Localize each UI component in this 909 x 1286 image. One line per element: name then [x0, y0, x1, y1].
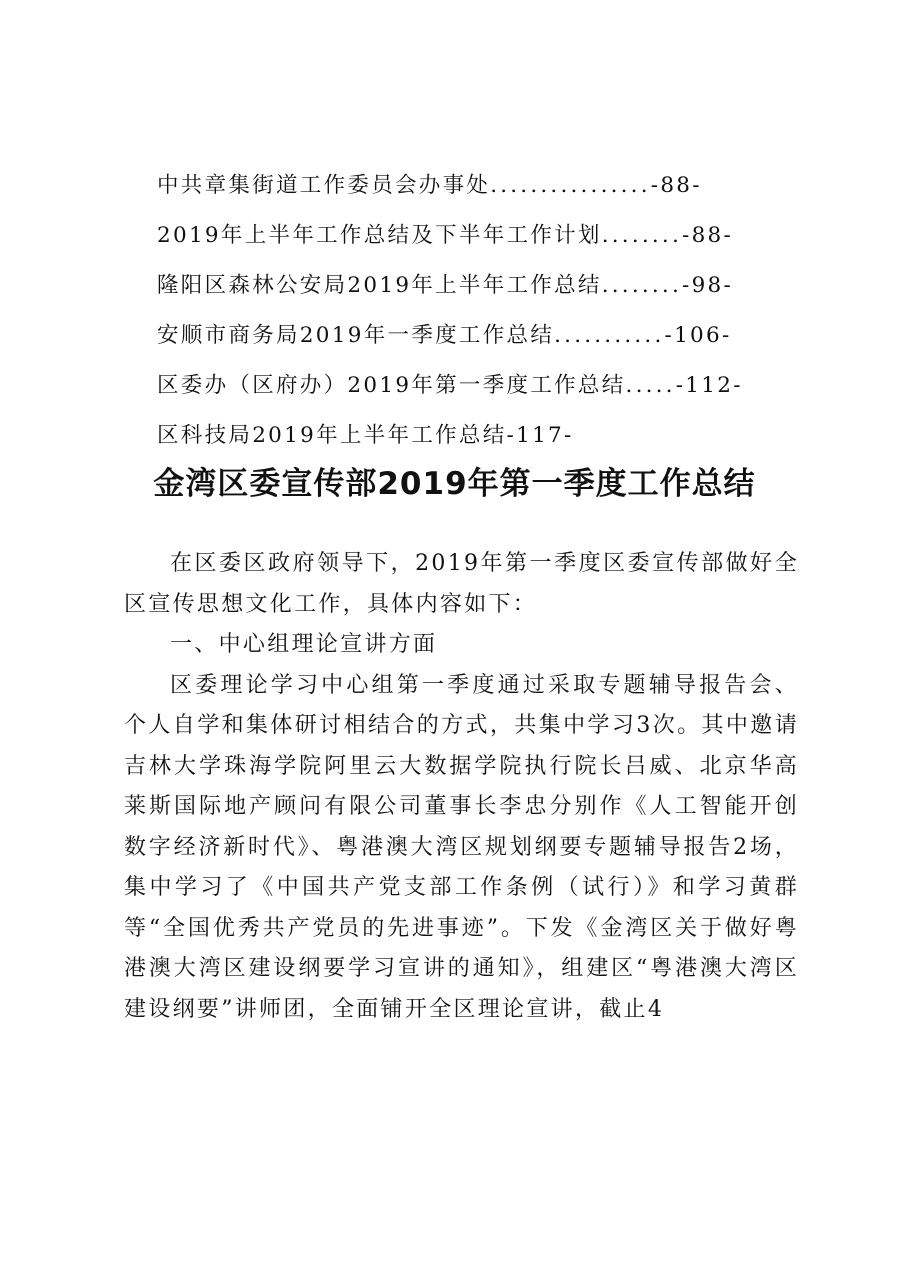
document-title: 金湾区委宣传部2019年第一季度工作总结 — [153, 466, 756, 502]
body-paragraph: 区委理论学习中心组第一季度通过采取专题辅导报告会、个人自学和集体研讨相结合的方式，共集中学习3次。其中邀请吉林大学珠海学院阿里云大数据学院执行院长吕威、北京华高莱斯国际地产顾问有限公司董事长李忠分别作《人工智能开创数字经济新时代》、粤港澳大湾区规划纲要专题辅导报告2场，集中学习了《中国共产党支部工作条例（试行）》和学习黄群等“全国优秀共产党员的先进事迹”。下发《金湾区关于做好粤港澳大湾区建设纲要学习宣讲的通知》，组建区“粤港澳大湾区建设纲要”讲师团，全面铺开全区理论宣讲，截止4 — [124, 672, 799, 1022]
toc-page-number: -88- — [650, 173, 702, 198]
toc-leader-dots: ........ — [601, 273, 682, 298]
document-body — [124, 544, 799, 1030]
toc-entry-title: 区委办（区府办）2019年第一季度工作总结 — [157, 373, 626, 398]
intro-paragraph: 在区委区政府领导下，2019年第一季度区委宣传部做好全区宣传思想文化工作，具体内容如下： — [124, 551, 799, 617]
toc-entry[interactable] — [157, 268, 767, 318]
toc-leader-dots: ..... — [625, 373, 676, 398]
toc-page-number: -117- — [506, 423, 574, 448]
toc-entry-title: 隆阳区森林公安局2019年上半年工作总结 — [157, 273, 602, 298]
toc-entry[interactable] — [157, 168, 767, 218]
toc-entry-title: 区科技局2019年上半年工作总结 — [157, 423, 507, 448]
toc-entry[interactable] — [157, 368, 767, 418]
toc-leader-dots: ................ — [490, 173, 651, 198]
toc-leader-dots: ........ — [601, 223, 682, 248]
table-of-contents — [157, 168, 767, 468]
toc-entry-title: 安顺市商务局2019年一季度工作总结 — [157, 323, 555, 348]
toc-entry[interactable] — [157, 318, 767, 368]
toc-entry-title: 2019年上半年工作总结及下半年工作计划 — [157, 223, 602, 248]
toc-leader-dots: ........... — [554, 323, 665, 348]
toc-page-number: -112- — [675, 373, 743, 398]
section-heading: 一、中心组理论宣讲方面 — [170, 632, 438, 657]
toc-entry-title: 中共章集街道工作委员会办事处 — [157, 173, 491, 198]
toc-entry[interactable] — [157, 218, 767, 268]
toc-page-number: -106- — [664, 323, 732, 348]
toc-page-number: -98- — [682, 273, 734, 298]
toc-page-number: -88- — [682, 223, 734, 248]
